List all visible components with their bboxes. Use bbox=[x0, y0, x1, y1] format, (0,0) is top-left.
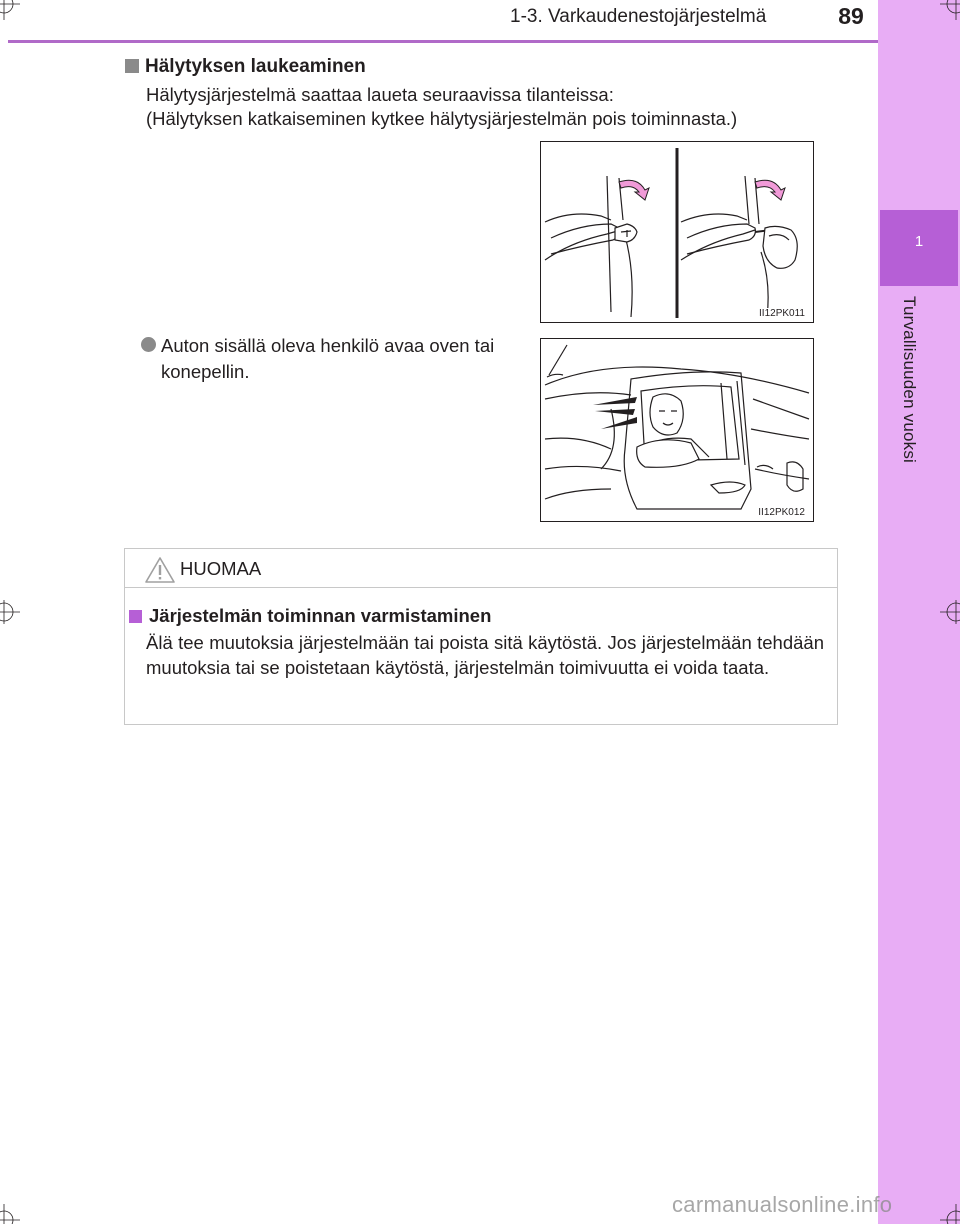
notice-body: Älä tee muutoksia järjestelmään tai poista sitä käytöstä. Jos järjestelmään tehdään muutoksia tai se poistetaan käytöstä, järjestelmän toimivuutta ei voida taata. bbox=[146, 632, 824, 678]
bullet-dot-icon bbox=[141, 337, 156, 352]
registration-mark-icon bbox=[0, 1200, 24, 1224]
figure-door-open bbox=[540, 338, 814, 522]
chapter-title: 1-3. Varkaudenestojärjestelmä bbox=[510, 6, 767, 27]
watermark: carmanualsonline.info bbox=[672, 1192, 893, 1217]
bullet-text: Auton sisällä oleva henkilö avaa oven tai konepellin. bbox=[161, 335, 495, 382]
person-opening-car-door-illustration bbox=[541, 339, 813, 521]
section-heading-text: Hälytyksen laukeaminen bbox=[145, 56, 366, 77]
intro-line-1: Hälytysjärjestelmä saattaa laueta seuraavissa tilanteissa: bbox=[146, 84, 614, 105]
header-rule bbox=[8, 40, 878, 43]
warning-triangle-icon bbox=[144, 556, 176, 584]
chapter-tab-label: Turvallisuuden vuoksi bbox=[900, 296, 919, 464]
intro-line-2: (Hälytyksen katkaiseminen kytkee hälytysjärjestelmän pois toiminnasta.) bbox=[146, 108, 738, 129]
chapter-tab-number: 1 bbox=[914, 233, 924, 250]
notice-subheading-text: Järjestelmän toiminnan varmistaminen bbox=[149, 605, 492, 626]
registration-mark-icon bbox=[0, 0, 24, 24]
door-lock-key-cylinder-illustration bbox=[541, 142, 813, 322]
registration-mark-icon bbox=[936, 1200, 960, 1224]
square-bullet-icon bbox=[129, 610, 142, 623]
registration-mark-icon bbox=[936, 596, 960, 628]
page-number: 89 bbox=[838, 3, 864, 29]
figure-code: II12PK011 bbox=[759, 308, 805, 319]
notice-title: HUOMAA bbox=[180, 558, 262, 579]
notice-divider bbox=[124, 587, 838, 588]
figure-door-lock bbox=[540, 141, 814, 323]
figure-code: II12PK012 bbox=[758, 507, 805, 518]
square-bullet-icon bbox=[125, 59, 139, 73]
registration-mark-icon bbox=[0, 596, 24, 628]
section-heading bbox=[125, 56, 366, 78]
registration-mark-icon bbox=[936, 0, 960, 24]
notice-subheading bbox=[129, 605, 491, 627]
